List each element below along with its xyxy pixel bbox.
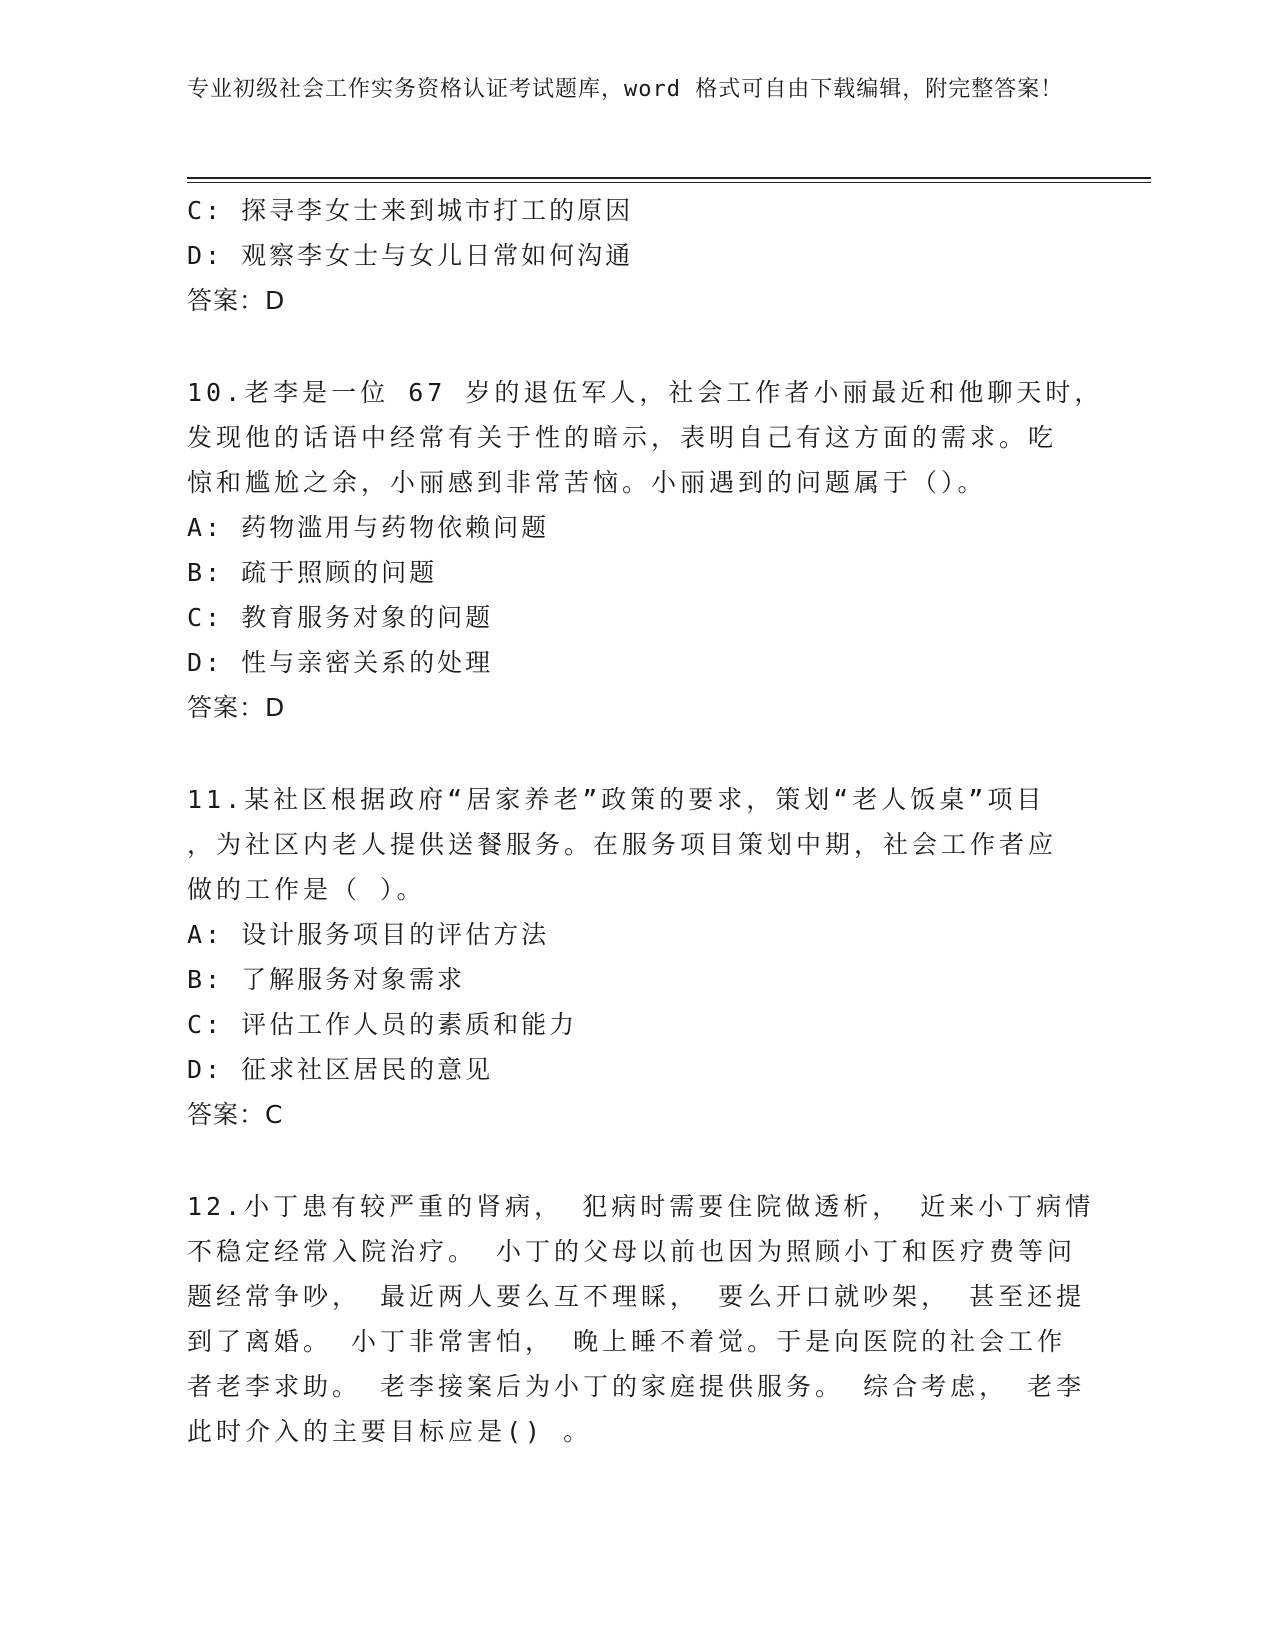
option-d: D: 性与亲密关系的处理 xyxy=(187,648,494,677)
question-text-line: 12.小丁患有较严重的肾病， 犯病时需要住院做透析， 近来小丁病情 xyxy=(187,1192,1095,1221)
option-c: C: 探寻李女士来到城市打工的原因 xyxy=(187,196,634,225)
question-list xyxy=(187,188,1104,1454)
option-b: B: 了解服务对象需求 xyxy=(187,965,466,994)
question-text-line: 者老李求助。 老李接案后为小丁的家庭提供服务。 综合考虑， 老李 xyxy=(187,1372,1086,1401)
option-b: B: 疏于照顾的问题 xyxy=(187,558,438,587)
question-text-line: 发现他的话语中经常有关于性的暗示，表明自己有这方面的需求。吃 xyxy=(187,423,1058,452)
answer-label: 答案：D xyxy=(187,286,286,315)
option-d: D: 征求社区居民的意见 xyxy=(187,1055,494,1084)
question-text-line: 到了离婚。 小丁非常害怕， 晚上睡不着觉。于是向医院的社会工作 xyxy=(187,1327,1067,1356)
question-text-line: 10.老李是一位 67 岁的退伍军人，社会工作者小丽最近和他聊天时， xyxy=(187,378,1104,407)
answer-label: 答案：D xyxy=(187,693,286,722)
question-text-line: 惊和尴尬之余，小丽感到非常苦恼。小丽遇到的问题属于（）。 xyxy=(187,468,987,497)
question-text-line: 做的工作是（ ）。 xyxy=(187,875,426,904)
option-c: C: 教育服务对象的问题 xyxy=(187,603,494,632)
question-12 xyxy=(187,1184,1095,1454)
question-text-line: 题经常争吵， 最近两人要么互不理睬， 要么开口就吵架， 甚至还提 xyxy=(187,1282,1086,1311)
option-c: C: 评估工作人员的素质和能力 xyxy=(187,1010,578,1039)
page-header: 专业初级社会工作实务资格认证考试题库，word 格式可自由下载编辑，附完整答案！ xyxy=(187,77,1064,102)
answer-label: 答案：C xyxy=(187,1100,284,1129)
question-text-line: 不稳定经常入院治疗。 小丁的父母以前也因为照顾小丁和医疗费等问 xyxy=(187,1237,1077,1266)
header-divider-thin xyxy=(187,182,1151,183)
option-a: A: 设计服务项目的评估方法 xyxy=(187,920,550,949)
question-9-continued xyxy=(187,188,1077,323)
header-divider-thick xyxy=(187,177,1151,179)
question-text-line: 此时介入的主要目标应是() 。 xyxy=(187,1417,593,1446)
question-11 xyxy=(187,777,1077,1137)
question-text-line: 11.某社区根据政府“居家养老”政策的要求，策划“老人饭桌”项目 xyxy=(187,785,1046,814)
question-10 xyxy=(187,370,1104,730)
option-d: D: 观察李女士与女儿日常如何沟通 xyxy=(187,241,634,270)
question-text-line: ，为社区内老人提供送餐服务。在服务项目策划中期，社会工作者应 xyxy=(187,830,1058,859)
option-a: A: 药物滥用与药物依赖问题 xyxy=(187,513,550,542)
